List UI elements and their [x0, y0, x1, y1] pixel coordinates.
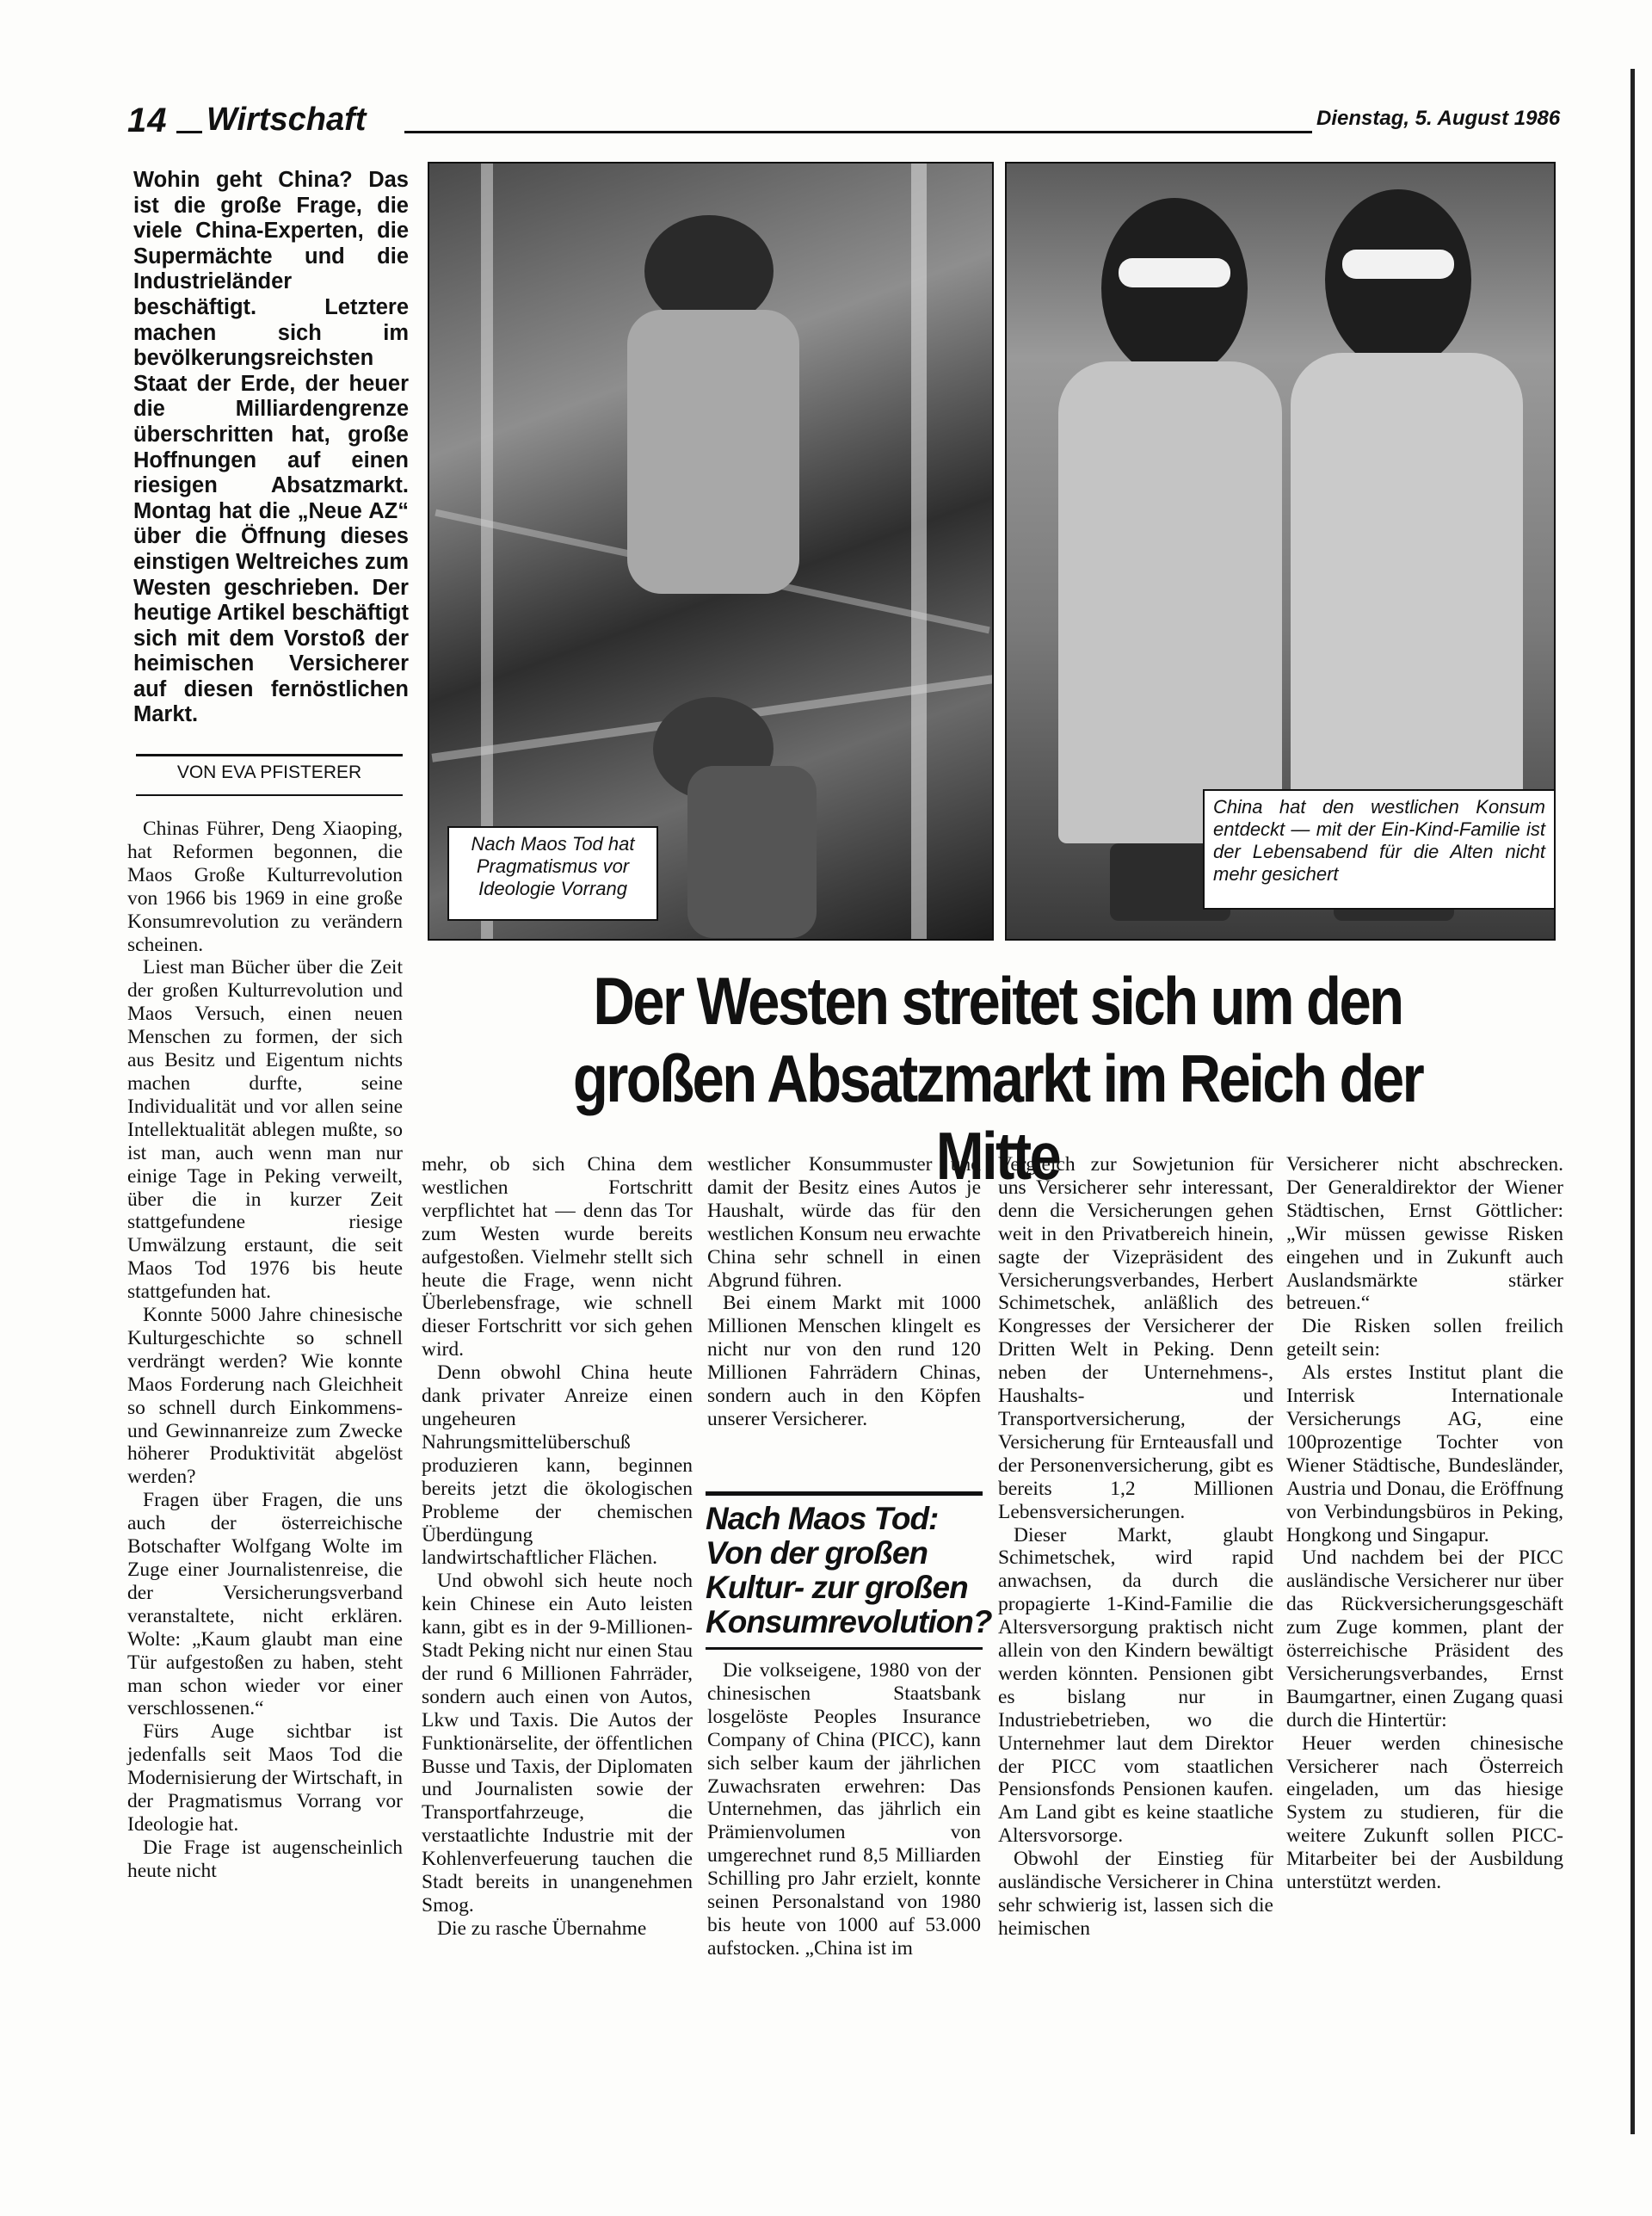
article-column-3	[707, 1153, 981, 1431]
intro-divider	[136, 754, 403, 756]
byline: VON EVA PFISTERER	[176, 762, 362, 782]
paragraph: Heuer werden chinesische Versicherer nach Österreich eingeladen, um das hiesige System zu studieren, für die weitere Zukunft sollen PICC-Mitarbeiter bei der Ausbildung unterstützt werden.	[1286, 1731, 1563, 1894]
header-rule	[404, 131, 1312, 133]
photo-caption-right: China hat den westlichen Konsum entdeckt — mit der Ein-Kind-Familie ist der Lebensabend für die Alten nicht mehr gesichert	[1203, 789, 1556, 910]
subheadline: Nach Maos Tod: Von der großen Kultur- zur großen Konsumrevolution?	[706, 1501, 992, 1639]
photo-caption-left: Nach Maos Tod hat Pragmatismus vor Ideologie Vorrang	[447, 826, 658, 921]
byline-divider	[136, 794, 403, 796]
section-title: Wirtschaft	[206, 102, 367, 138]
paragraph: Denn obwohl China heute dank privater Anreize einen ungeheuren Nahrungsmittelüberschuß produzieren kann, beginnen bereits jetzt die ökologischen Probleme der chemischen Überdüngung landwirtschaftlicher Flächen.	[422, 1361, 693, 1570]
paragraph: Dieser Markt, glaubt Schimetschek, wird rapid anwachsen, da durch die propagierte 1-Kind-Familie die Altersversorgung praktisch nicht allein von den Kindern bewältigt werden könnten. Pensionen gibt es bislang nur in Industriebetrieben, wo die Unternehmer laut dem Direktor der PICC vom staatlichen Pensionsfonds Pensionen kaufen. Am Land gibt es keine staatliche Altersvorsorge.	[998, 1523, 1273, 1848]
article-column-3-continued	[707, 1659, 981, 1960]
article-column-1	[127, 818, 403, 1883]
subhead-rule-top	[706, 1491, 983, 1496]
article-column-2	[422, 1153, 693, 1941]
paragraph: Die Risken sollen freilich geteilt sein:	[1286, 1315, 1563, 1361]
paragraph: Konnte 5000 Jahre chinesische Kulturgeschichte so schnell verdrängt werden? Wie konnte Maos Forderung nach Gleichheit so schnell durch Einkommens- und Gewinnanreize zum Zwecke höherer Produktivität abgelöst werden?	[127, 1304, 403, 1489]
scan-edge	[1630, 69, 1635, 2134]
page-number: 14	[127, 102, 168, 139]
article-column-4	[998, 1153, 1273, 1941]
headline-line-2: großen Absatzmarkt im Reich der Mitte	[572, 1040, 1423, 1194]
paragraph: Und nachdem bei der PICC ausländische Versicherer nur über das Rückversicherungsgeschäft zum Zuge kommen, plant der österreichische Präsident des Versicherungsverbandes, Ernst Baumgartner, einen Zugang quasi durch die Hintertür:	[1286, 1546, 1563, 1731]
intro-paragraph: Wohin geht China? Das ist die große Frage, die viele China-Experten, die Supermächte und die Industrieländer beschäftigt. Letztere machen sich im bevölkerungsreichsten Staat der Erde, der heuer die Milliardengrenze überschritten hat, große Hoffnungen auf einen riesigen Absatzmarkt. Montag hat die „Neue AZ“ über die Öffnung dieses einstigen Weltreiches zum Westen geschrieben. Der heutige Artikel beschäftigt sich mit dem Vorstoß der heimischen Versicherer auf diesen fernöstlichen Markt.	[133, 168, 409, 727]
paragraph: Die volkseigene, 1980 von der chinesischen Staatsbank losgelöste Peoples Insurance Company of China (PICC), kann sich selber kaum der jährlichen Zuwachsraten erwehren: Das Unternehmen, das jährlich ein Prämienvolumen von umgerechnet rund 8,5 Milliarden Schilling pro Jahr erzielt, konnte seinen Personalstand von 1980 bis heute von 1000 auf 53.000 aufstocken. „China ist im	[707, 1659, 981, 1960]
paragraph: Fragen über Fragen, die uns auch der österreichische Botschafter Wolfgang Wolte im Zuge einer Journalistenreise, die der Versicherungsverband veranstaltete, nicht erklären. Wolte: „Kaum glaubt man eine Tür aufgestoßen zu haben, steht man schon wieder vor einer verschlossenen.“	[127, 1489, 403, 1720]
article-column-5	[1286, 1153, 1563, 1894]
paragraph: Die Frage ist augenscheinlich heute nicht	[127, 1836, 403, 1882]
photo-worker-scaffolding	[428, 162, 994, 941]
paragraph: Fürs Auge sichtbar ist jedenfalls seit Maos Tod die Modernisierung der Wirtschaft, in der Pragmatismus Vorrang vor Ideologie hat.	[127, 1720, 403, 1836]
paragraph: Die zu rasche Übernahme	[437, 1917, 647, 1940]
paragraph: Bei einem Markt mit 1000 Millionen Menschen klingelt es nicht nur von den rund 120 Millionen Fahrrädern Chinas, sondern auch in den Köpfen unserer Versicherer.	[707, 1292, 981, 1430]
paragraph: westlicher Konsummuster und damit der Besitz eines Autos je Haushalt, würde das für den westlichen Konsum neu erwachte China sehr schnell in einen Abgrund führen.	[707, 1153, 981, 1292]
paragraph: Obwohl der Einstieg für ausländische Versicherer in China sehr schwierig ist, lassen sich die heimischen	[998, 1848, 1273, 1940]
paragraph: Liest man Bücher über die Zeit der großen Kulturrevolution und Maos Versuch, einen neuen Menschen zu formen, der sich aus Besitz und Eigentum nichts machen durfte, seine Individualität und vor allen seine Intellektualität ablegen mußte, so ist man, auch wenn man nur einige Tage in Peking verweilt, über die in kurzer Zeit stattgefundene riesige Umwälzung erstaunt, die seit Maos Tod 1976 bis heute stattgefunden hat.	[127, 956, 403, 1304]
header-rule-short	[176, 131, 202, 133]
paragraph: mehr, ob sich China dem westlichen Fortschritt verpflichtet hat — denn das Tor zum Westen wurde bereits aufgestoßen. Vielmehr stellt sich heute die Frage, wenn nicht Überlebensfrage, wie schnell dieser Fortschritt vor sich gehen wird.	[422, 1153, 693, 1361]
paragraph: Als erstes Institut plant die Interrisk Internationale Versicherungs AG, eine 100prozentige Tochter von Wiener Städtische, Bundesländer, Austria und Donau, die Eröffnung von Verbindungsbüros in Peking, Hongkong und Singapur.	[1286, 1361, 1563, 1546]
headline-line-1: Der Westen streitet sich um den	[593, 963, 1402, 1039]
paragraph: Chinas Führer, Deng Xiaoping, hat Reformen begonnen, die Maos Große Kulturrevolution von 1966 bis 1969 in eine große Konsumrevolution zu verändern scheinen.	[127, 818, 403, 956]
paragraph: Vergleich zur Sowjetunion für uns Versicherer sehr interessant, denn die Versicherungen gehen weit in den Privatbereich hinein, sagte der Vizepräsident des Versicherungsverbandes, Herbert Schimetschek, anläßlich des Kongresses der Versicherer der Dritten Welt in Peking. Denn neben der Unternehmens-, Haushalts- und Transportversicherung, der Versicherung für Ernteausfall und der Personenversicherung, gibt es bereits 1,2 Millionen Lebensversicherungen.	[998, 1153, 1273, 1523]
issue-date: Dienstag, 5. August 1986	[1316, 107, 1561, 130]
subhead-rule-bottom	[706, 1647, 983, 1650]
paragraph: Und obwohl sich heute noch kein Chinese ein Auto leisten kann, gibt es in der 9-Millionen-Stadt Peking nicht nur einen Stau der rund 6 Millionen Fahrräder, sondern auch einen von Autos, Lkw und Taxis. Die Autos der Funktionärselite, der öffentlichen Busse und Taxis, der Diplomaten und Journalisten sowie der Transportfahrzeuge, die verstaatlichte Industrie mit der Kohlenverfeuerung tauchen die Stadt bereits in unangenehmen Smog.	[422, 1570, 693, 1917]
paragraph: Versicherer nicht abschrecken. Der Generaldirektor der Wiener Städtischen, Ernst Göttlicher: „Wir müssen gewisse Risken eingehen und in Zukunft auch Auslandsmärkte stärker betreuen.“	[1286, 1153, 1563, 1315]
